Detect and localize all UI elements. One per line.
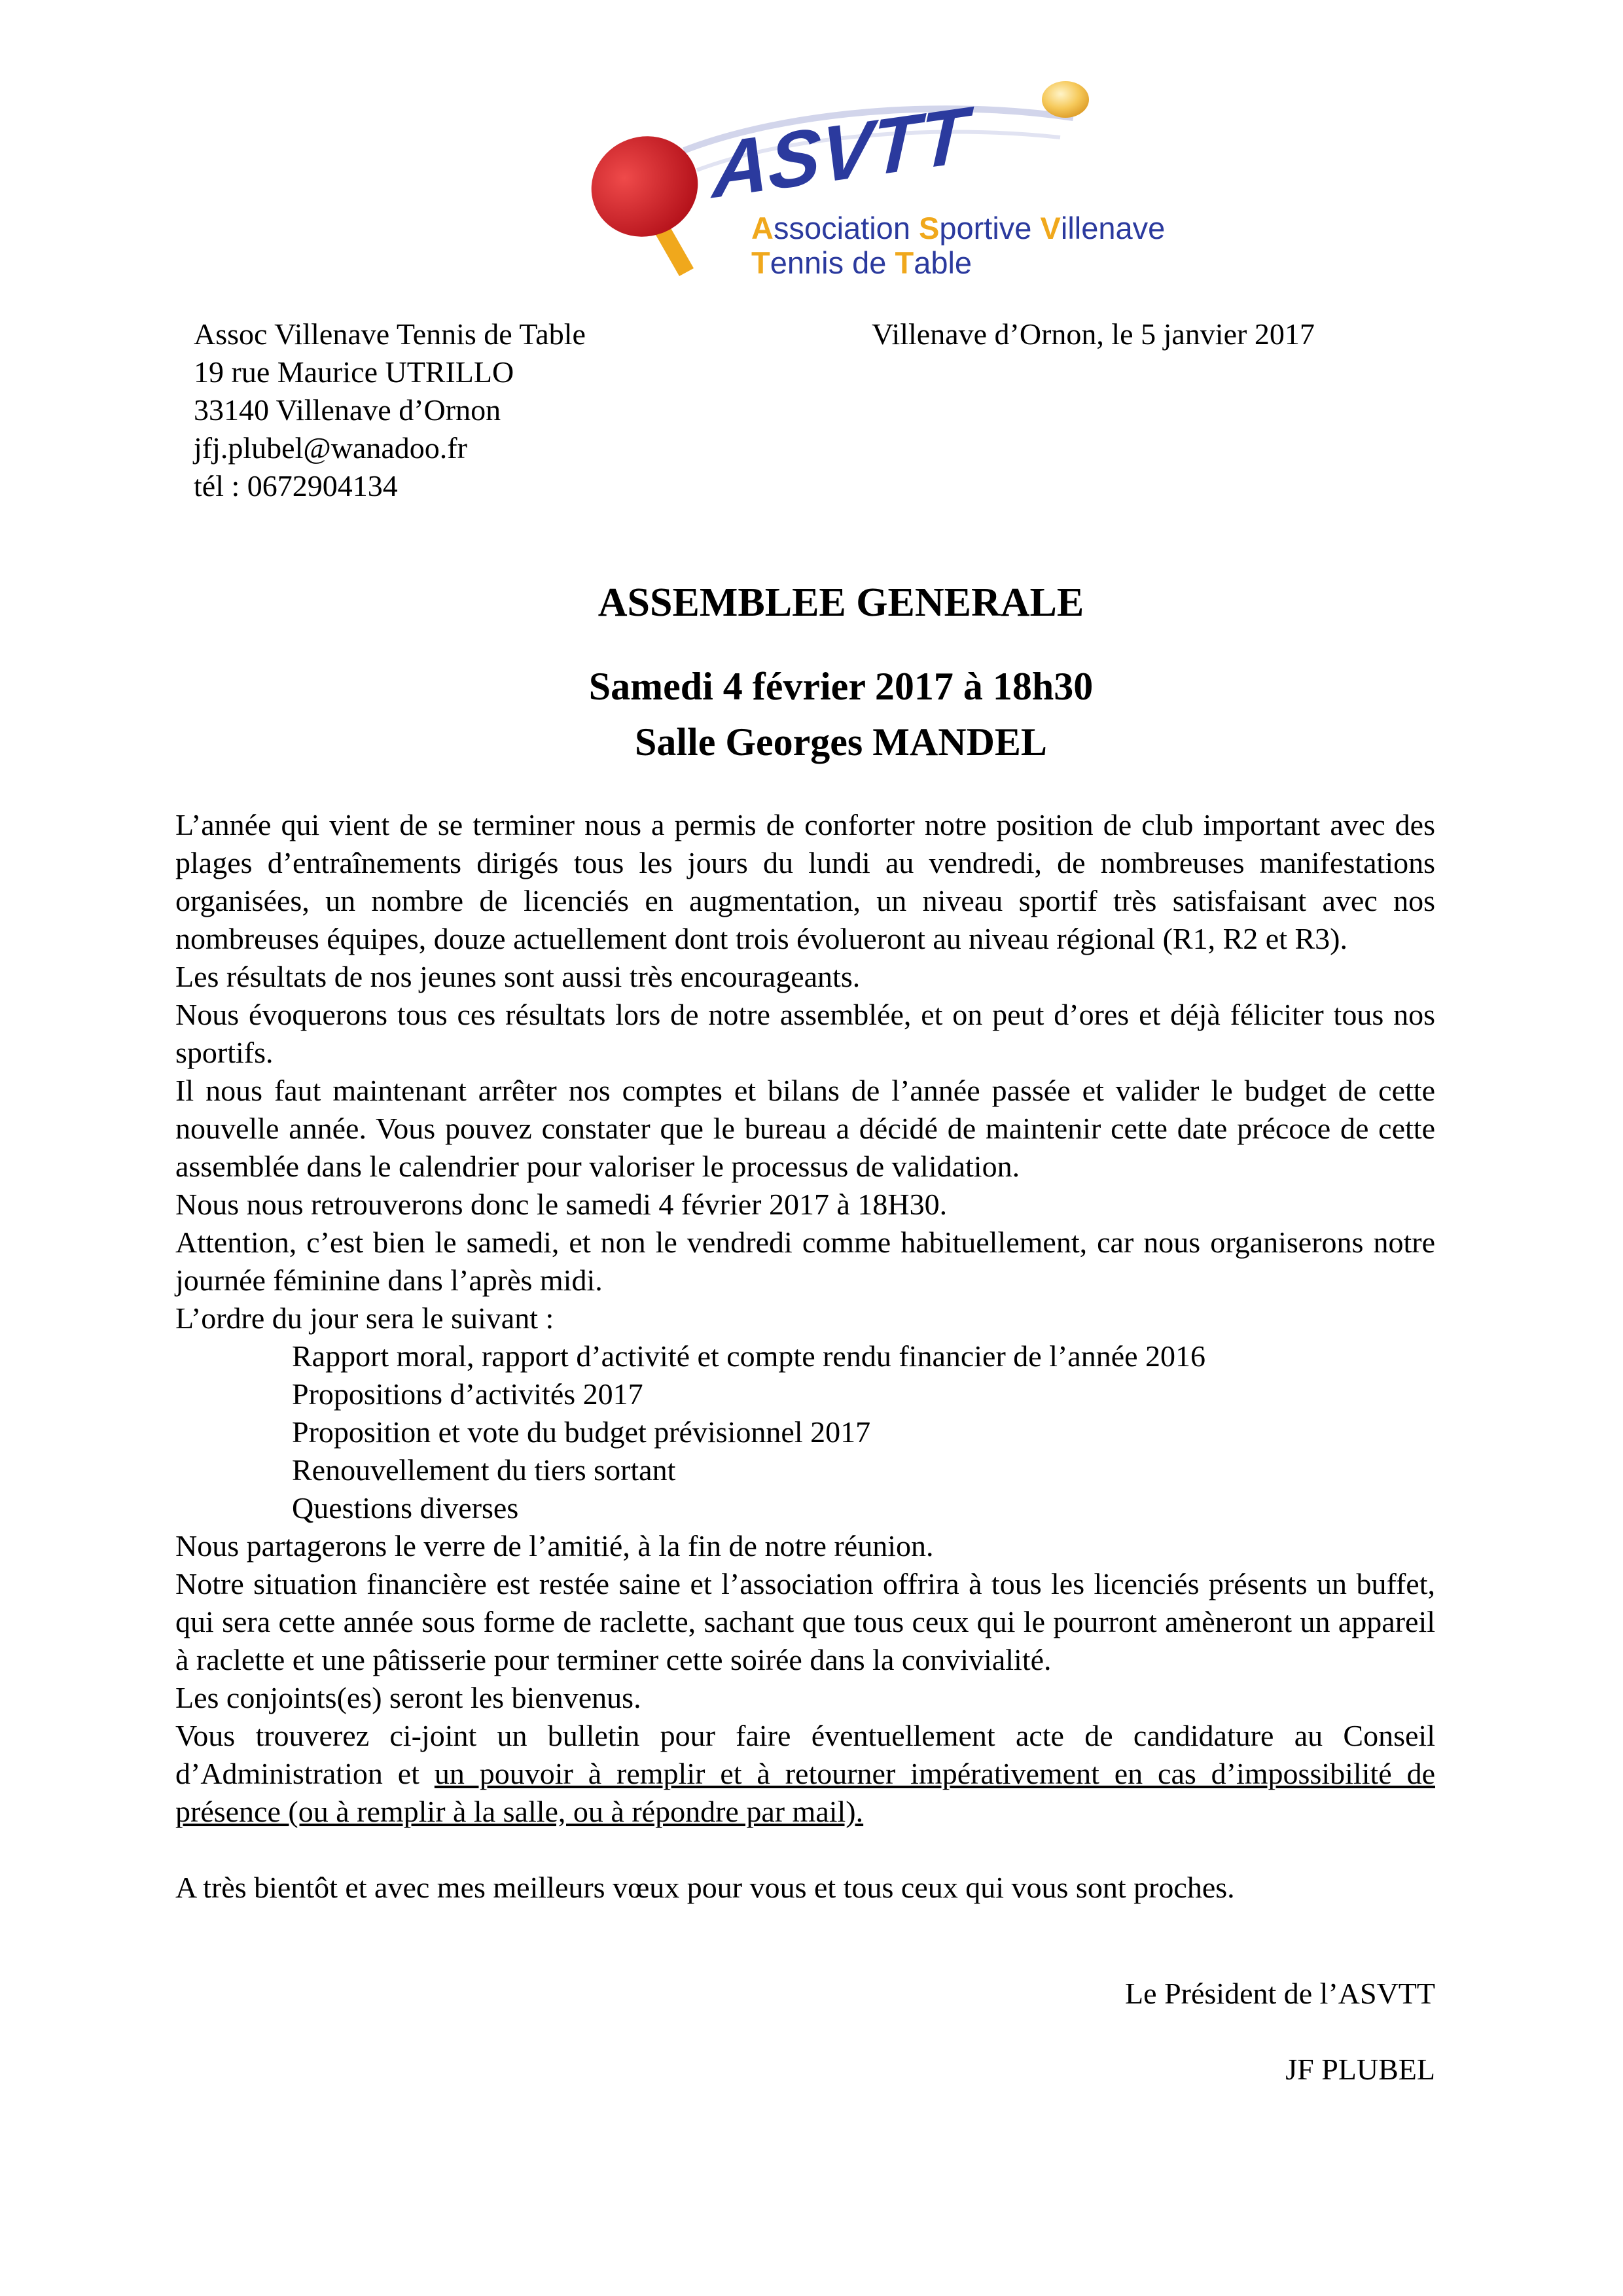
- asvtt-logo: [576, 72, 1309, 288]
- logo-line-1: Association Sportive Villenave: [751, 211, 1166, 245]
- sender-address: [194, 315, 586, 505]
- signature-name: JF PLUBEL: [1285, 2053, 1435, 2086]
- meeting-place: Salle Georges MANDEL: [635, 720, 1047, 764]
- sender-phone: tél : 0672904134: [194, 469, 398, 503]
- paragraph-attention: Attention, c’est bien le samedi, et non le vendredi comme habituellement, car nous organiserons notre journée féminine dans l’après midi.: [175, 1226, 1435, 1297]
- logo-line-2: Tennis de Table: [751, 245, 972, 280]
- paragraph-youth: Les résultats de nos jeunes sont aussi très encourageants.: [175, 960, 861, 993]
- place-date: Villenave d’Ornon, le 5 janvier 2017: [872, 317, 1315, 351]
- agenda-item: Rapport moral, rapport d’activité et compte rendu financier de l’année 2016: [292, 1339, 1206, 1373]
- closing-line: A très bientôt et avec mes meilleurs vœux pour vous et tous ceux qui vous sont proches.: [175, 1871, 1235, 1904]
- sender-street: 19 rue Maurice UTRILLO: [194, 355, 514, 389]
- sender-name: Assoc Villenave Tennis de Table: [194, 317, 586, 351]
- paragraph-friendship: Nous partagerons le verre de l’amitié, à la fin de notre réunion.: [175, 1529, 934, 1563]
- agenda-item: Propositions d’activités 2017: [292, 1377, 643, 1411]
- logo-wordmark: ASVTT: [711, 90, 969, 215]
- paragraph-spouses: Les conjoints(es) seront les bienvenus.: [175, 1681, 641, 1714]
- agenda-item: Questions diverses: [292, 1491, 519, 1525]
- agenda-intro: L’ordre du jour sera le suivant :: [175, 1301, 554, 1335]
- paragraph-attachments: Vous trouverez ci-joint un bulletin pour faire éventuellement acte de candidature au Conseil d’Administration et un pouvoir à remplir et à retourner impérativement en cas d’impossibilité de présence (ou à remplir à la salle, ou à répondre par mail).: [175, 1719, 1435, 1828]
- proxy-notice: un pouvoir à remplir et à retourner impérativement en cas d’impossibilité de présence (ou à remplir à la salle, ou à répondre par mail).: [175, 1757, 1435, 1828]
- sender-email: jfj.plubel@wanadoo.fr: [194, 431, 467, 465]
- paragraph-meeting-date: Nous nous retrouverons donc le samedi 4 février 2017 à 18H30.: [175, 1188, 948, 1221]
- agenda-item: Proposition et vote du budget prévisionnel 2017: [292, 1415, 871, 1449]
- signature-role: Le Président de l’ASVTT: [1125, 1977, 1435, 2010]
- paragraph-intro: L’année qui vient de se terminer nous a permis de conforter notre position de club important avec des plages d’entraînements dirigés tous les jours du lundi au vendredi, de nombreuses manifestations organisées, un nombre de licenciés en augmentation, un niveau sportif très satisfaisant avec nos nombreuses équipes, douze actuellement dont trois évolueront au niveau régional (R1, R2 et R3).: [175, 808, 1435, 955]
- page-title: ASSEMBLEE GENERALE: [597, 580, 1084, 625]
- paragraph-accounts: Il nous faut maintenant arrêter nos comptes et bilans de l’année passée et valider le budget de cette nouvelle année. Vous pouvez constater que le bureau a décidé de maintenir cette date précoce de cette assemblée dans le calendrier pour valoriser le processus de validation.: [175, 1074, 1435, 1183]
- meeting-date: Samedi 4 février 2017 à 18h30: [588, 665, 1094, 708]
- agenda-item: Renouvellement du tiers sortant: [292, 1453, 676, 1487]
- letter-body: [175, 806, 1435, 1907]
- sender-city: 33140 Villenave d’Ornon: [194, 393, 501, 427]
- paragraph-results: Nous évoquerons tous ces résultats lors de notre assemblée, et on peut d’ores et déjà féliciter tous nos sportifs.: [175, 998, 1435, 1069]
- paragraph-buffet: Notre situation financière est restée saine et l’association offrira à tous les licenciés présents un buffet, qui sera cette année sous forme de raclette, sachant que tous ceux qui le pourront amèneront un appareil à raclette et une pâtisserie pour terminer cette soirée dans la convivialité.: [175, 1567, 1435, 1676]
- spacer: [175, 1831, 1435, 1869]
